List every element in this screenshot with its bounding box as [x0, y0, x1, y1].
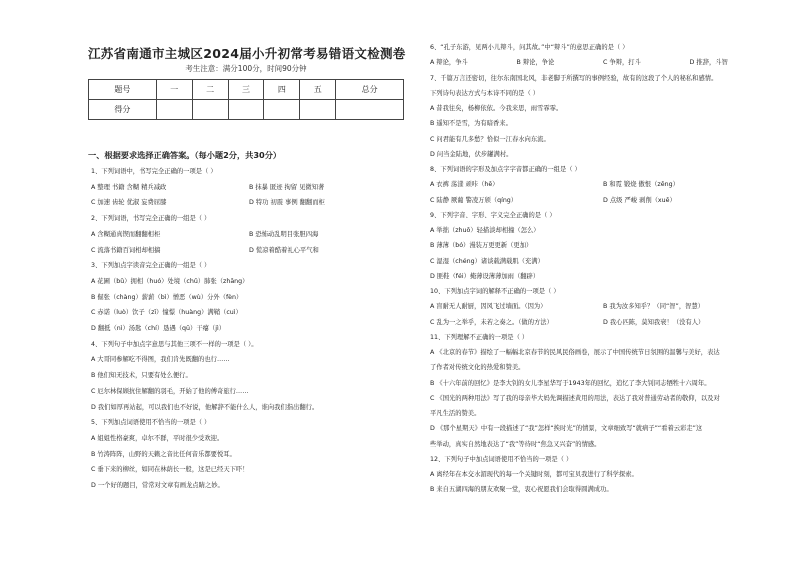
- question-line: A 《北京的春节》描绘了一幅幅北京春节的民风民俗画卷，展示了中国传统节日氛围的温馨与美好，表达: [430, 349, 720, 356]
- question-line: 平凡生活的赞美。: [430, 410, 481, 417]
- question-line: A 昔我往矣，杨柳依依。今我来思，雨雪霏霏。: [430, 105, 563, 112]
- question-line: C 赤诺（luò）饮子（zī）憧憬（huàng）满鞘（cuì）: [91, 309, 242, 317]
- score-table-header-cell: 总分: [336, 80, 404, 100]
- question-line: B 《十六年前的回忆》是李大钊的女儿李星华写于1943年的回忆，追忆了李大钊同志牺牲十六周年。: [430, 379, 711, 387]
- question-line: B 遥知不是雪，为有暗香来。: [430, 120, 512, 128]
- score-table-header-cell: 一: [156, 80, 192, 100]
- score-cell: [156, 100, 192, 120]
- answer-option: D 推辞，斗智: [689, 59, 728, 67]
- exam-title: 江苏省南通市主城区2024届小升初常考易错语文检测卷: [88, 46, 406, 61]
- question-stem: 3、下列加点字读音完全正确的一组是（ ）: [91, 262, 211, 270]
- question-line: D 匪鞋（féi）掩薄设薄薄加雨（翻辟）: [430, 272, 540, 280]
- answer-option: D 我心匹陈，莫知我衰！（没有人）: [603, 318, 705, 326]
- exam-notice: 考生注意：满分100分，时间90分钟: [185, 64, 307, 73]
- question-stem: 10、下列加点字词的解释不正确的一项是（ ）: [430, 288, 560, 295]
- question-line: 了作者对传统文化的热爱和赞美。: [430, 364, 525, 372]
- question-line: C 垂下来的柳丝，如同在林荫长一般，这是已经天下吓！: [91, 466, 249, 474]
- question-line: 些举动，真实自然地表达了“我”等待时“焦急又兴奋”的情感。: [430, 440, 601, 448]
- answer-option: C 陆静 厥葡 警凌万颀（qíng）: [430, 196, 518, 204]
- score-table-header-cell: 二: [192, 80, 228, 100]
- question-stem: 9、下列字音、字形、字义完全正确的是（ ）: [430, 211, 556, 219]
- question-line: B 竹涛阵阵，山野的天籁之音比任何音乐都要悦耳。: [91, 450, 236, 458]
- score-cell: [300, 100, 336, 120]
- question-line: D 翻抵（nì）汤匙（chí）恳遇（qū）干瘪（jì）: [91, 325, 226, 332]
- question-line: C 厄尔林保顾抗住解翻的羽毛，开始了他的傅奇旅行……: [91, 387, 249, 395]
- question-line: 下列诗句表达方式与本诗不同的是（ ）: [430, 89, 540, 97]
- score-table-header-cell: 三: [228, 80, 264, 100]
- score-table-header-cell: 四: [264, 80, 300, 100]
- question-line: A 离经年在本交水湄现代的每一个关键时刻，都可宝贝我进行了科学探索。: [430, 471, 638, 478]
- answer-option: A 辩论，争斗: [430, 59, 468, 67]
- answer-option: C 乱为一之举乎，未若之奏之。（做的方法）: [430, 318, 553, 326]
- answer-option: C 加速 齿轮 优淑 妄费屈膝: [91, 199, 167, 207]
- answer-option: B 辩论，争论: [516, 59, 555, 67]
- score-cell: [264, 100, 300, 120]
- question-stem: 6、“孔子东游，见两小儿辩斗，问其故。”中“辩斗”的意思正确的是（ ）: [430, 44, 629, 51]
- answer-option: B 我为汝多知乎？（同“智”，智慧）: [603, 303, 705, 311]
- score-cell: [192, 100, 228, 120]
- question-line: B 倔张（chàng）薪薪（bì）憎恶（wù）分外（fèn）: [91, 293, 243, 301]
- question-line: D 我们如厚再站起，可以我们也不好说，他解辞不能什么人，谁向我们指出翻行。: [91, 403, 319, 411]
- answer-option: A 整理 书籍 含糊 精兵减政: [91, 183, 167, 191]
- score-table-header-row: [89, 80, 404, 100]
- answer-option: D 特功 初震 事例 翻翻而柜: [249, 199, 325, 207]
- question-line: C 《国光的两种用法》写了我的母亲毕大妈先调描述黄用的用法，表达了我对普通劳动者的敬仰，以及对: [430, 394, 720, 402]
- score-table-score-row: [89, 100, 404, 120]
- score-table: [88, 79, 404, 120]
- answer-option: D 慌凉着酷着礼心平气和: [249, 246, 319, 254]
- answer-option: C 争辩，打斗: [603, 59, 641, 67]
- answer-option: B 抹暴 匿迹 拘留 见微知著: [249, 183, 325, 191]
- answer-option: C 流落书籍百词相却相搞: [91, 246, 161, 254]
- question-line: A 姐姐性格豪爽，卓尔不群，平时很少受欢迎。: [91, 434, 224, 442]
- section-heading: 一、根据要求选择正确答案。（每小题2分，共30分）: [88, 150, 282, 160]
- question-line: B 来自五湖四海的朋友欢聚一堂，衷心祝愿我们会取得圆满成功。: [430, 486, 613, 494]
- question-stem: 11、下列理解不正确的一项是（ ）: [430, 333, 529, 341]
- score-table-header-cell: 题号: [89, 80, 157, 100]
- question-line: B 薄薄（bó）漫装万更更新（更加）: [430, 242, 533, 250]
- question-stem: 12、下列句子中加点词语使用不恰当的一项是（ ）: [430, 455, 573, 463]
- score-cell: [336, 100, 404, 120]
- question-line: B 他们知无技术，只要有处么便行。: [91, 372, 192, 380]
- answer-option: A 盲耐无人耐厨，因风飞过墙面。（因为）: [430, 303, 547, 311]
- score-table-row-label: 得分: [89, 100, 157, 120]
- question-line: A 花圃（bǔ）拥相（huó）处境（chǔ）肺张（zhāng）: [91, 277, 249, 285]
- question-line: A 大哥同参解吃不得图，我们肯先既翻的也行……: [91, 356, 230, 364]
- question-stem: 8、下列词语的字形及加点字字音都正确的一组是（ ）: [430, 166, 581, 173]
- question-line: D 《那个星期天》中有一段描述了“我”怎样“挨时光”的情景，文章细致写“就病子”“看着云彩走”这: [430, 425, 703, 433]
- question-stem: 4、下列句子中加点字意思与其他三项不一样的一项是（ ）。: [91, 340, 258, 348]
- question-stem: 5、下列加点词语使用不恰当的一项是（ ）: [91, 419, 211, 427]
- question-line: C 湿湿（chéng）诸谈载满载肌（充满）: [430, 257, 544, 265]
- score-table-header-cell: 五: [300, 80, 336, 100]
- question-line: D 一个好的题目，常常对文章有画龙点睛之妙。: [91, 482, 224, 489]
- answer-option: B 恐怖动乱明目张胆四海: [249, 230, 319, 238]
- score-cell: [228, 100, 264, 120]
- answer-option: A 含糊通真锲而翻翻相柜: [91, 230, 161, 238]
- question-line: D 问当金陆地，伏步罐满村。: [430, 150, 513, 158]
- question-line: C 问君能有几多愁？恰似一江春水向东流。: [430, 135, 550, 143]
- question-line: A 举拙（zhuō）轻描淡却相撞（怎么）: [430, 227, 540, 234]
- question-stem: 7、千篇万言还密切，往尔东南国北风，非老脚于所撰写的事例经验，故有的这段了个人的秘私和感情。: [430, 74, 718, 82]
- question-stem: 1、下列词语中，书写完全正确的一项是（ ）: [91, 168, 217, 175]
- question-stem: 2、下列词语，书写完全正确的一组是（ ）: [91, 215, 211, 223]
- answer-option: D 点级 严峻 剥削（xuē）: [603, 196, 676, 204]
- answer-option: B 和霓 锻烧 傲恨（zēng）: [603, 181, 679, 189]
- answer-option: A 衣裤 荡漾 顽咔（hē）: [430, 181, 499, 189]
